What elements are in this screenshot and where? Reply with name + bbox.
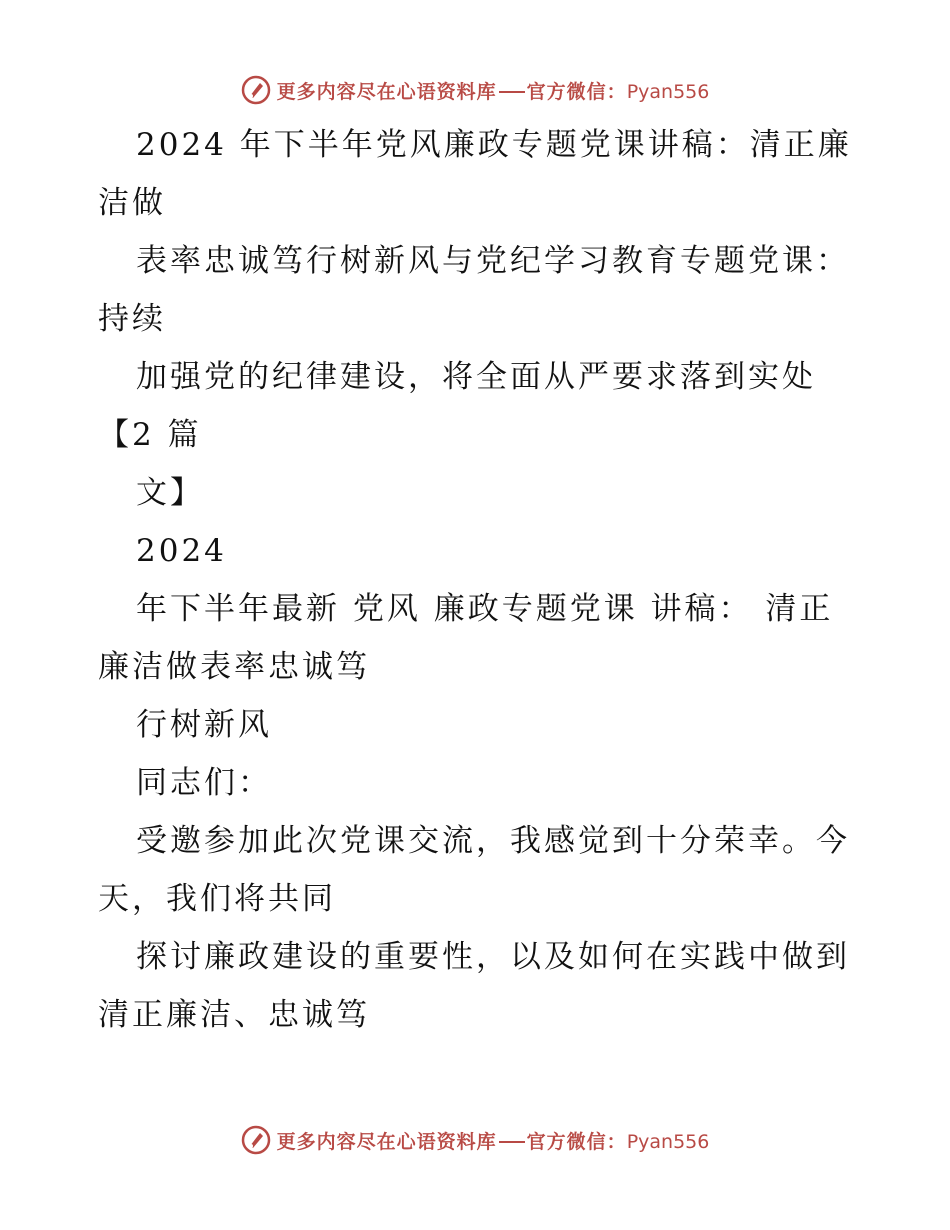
watermark-id: Pyan556 [626, 80, 710, 103]
watermark-dash [499, 91, 525, 93]
watermark-suffix: 官方微信： [526, 80, 627, 103]
header-watermark [0, 70, 950, 110]
paragraph-title-3: 加强党的纪律建设，将全面从严要求落到实处【2 篇 [98, 359, 816, 453]
watermark-suffix: 官方微信： [526, 1130, 627, 1153]
paragraph-title-1: 2024 年下半年党风廉政专题党课讲稿：清正廉洁做 [98, 127, 852, 221]
paragraph-body-1: 受邀参加此次党课交流，我感觉到十分荣幸。今天，我们将共同 [98, 823, 850, 917]
watermark-main: 更多内容尽在心语资料库 [276, 80, 497, 103]
paragraph-year: 2024 [136, 533, 227, 569]
footer-watermark [0, 1120, 950, 1160]
watermark-main: 更多内容尽在心语资料库 [276, 1130, 497, 1153]
watermark-dash [499, 1141, 525, 1143]
document-body [98, 116, 858, 1044]
watermark-text [277, 1127, 710, 1154]
watermark-id: Pyan556 [626, 1130, 710, 1153]
pen-logo-icon [241, 75, 271, 105]
paragraph-subtitle-1: 年下半年最新 党风 廉政专题党课 讲稿： 清正廉洁做表率忠诚笃 [98, 591, 834, 685]
paragraph-title-2: 表率忠诚笃行树新风与党纪学习教育专题党课：持续 [98, 243, 850, 337]
paragraph-salutation: 同志们： [136, 765, 272, 801]
pen-logo-icon [241, 1125, 271, 1155]
paragraph-body-2: 探讨廉政建设的重要性，以及如何在实践中做到清正廉洁、忠诚笃 [98, 939, 850, 1033]
watermark-text [277, 77, 710, 104]
paragraph-subtitle-2: 行树新风 [136, 707, 272, 743]
paragraph-title-4: 文】 [136, 475, 204, 511]
